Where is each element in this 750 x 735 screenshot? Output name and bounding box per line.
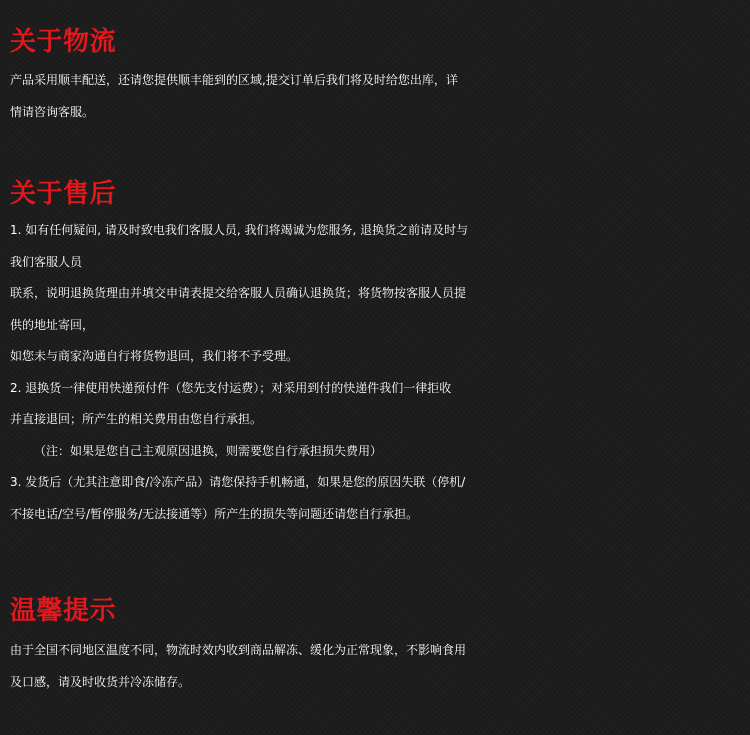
aftersales-line: 供的地址寄回， — [10, 317, 95, 332]
logistics-line: 情请咨询客服。 — [10, 104, 95, 119]
tips-line: 及口感，请及时收货并冷冻储存。 — [10, 674, 191, 689]
logistics-line: 产品采用顺丰配送，还请您提供顺丰能到的区域,提交订单后我们将及时给您出库，详 — [10, 73, 458, 87]
aftersales-line: 我们客服人员 — [10, 254, 83, 269]
aftersales-heading: 关于售后 — [10, 179, 117, 209]
tips-body — [0, 635, 750, 698]
aftersales-section — [0, 179, 750, 530]
tips-line: 由于全国不同地区温度不同，物流时效内收到商品解冻、缓化为正常现象，不影响食用 — [10, 643, 467, 657]
logistics-heading: 关于物流 — [10, 27, 117, 57]
aftersales-line: 3. 发货后（尤其注意即食/冷冻产品）请您保持手机畅通，如果是您的原因失联（停机/ — [10, 475, 466, 489]
aftersales-line: 并直接退回；所产生的相关费用由您自行承担。 — [10, 412, 263, 426]
aftersales-line: 联系，说明退换货理由并填交申请表提交给客服人员确认退换货；将货物按客服人员提 — [10, 286, 467, 300]
aftersales-body — [0, 215, 750, 530]
aftersales-line: 1. 如有任何疑问, 请及时致电我们客服人员, 我们将竭诚为您服务, 退换货之前请及时与 — [10, 223, 469, 237]
tips-heading: 温馨提示 — [10, 596, 117, 626]
aftersales-line: 如您未与商家沟通自行将货物退回，我们将不予受理。 — [10, 349, 299, 363]
aftersales-note-line: （注：如果是您自己主观原因退换，则需要您自行承担损失费用） — [34, 443, 383, 458]
logistics-body — [0, 65, 750, 128]
aftersales-line: 2. 退换货一律使用快递预付件（您先支付运费）；对采用到付的快递件我们一律拒收 — [10, 380, 452, 395]
tips-section — [0, 596, 750, 698]
logistics-section — [0, 27, 750, 128]
aftersales-line: 不接电话/空号/暂停服务/无法接通等）所产生的损失等问题还请您自行承担。 — [10, 506, 419, 521]
